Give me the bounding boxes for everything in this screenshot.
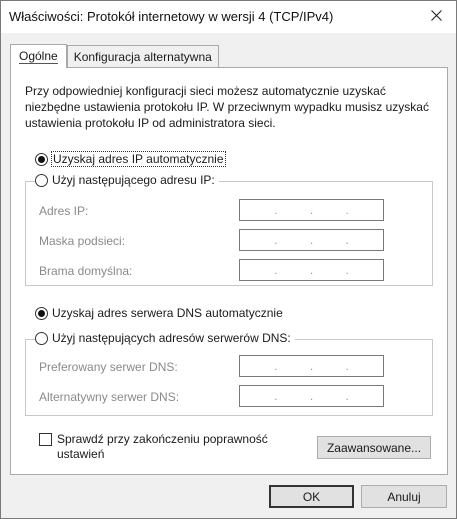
general-tab-panel: [10, 67, 448, 475]
subnet-mask-input[interactable]: . . .: [239, 229, 384, 251]
tab-general-label: Ogólne: [19, 49, 58, 63]
radio-selected-icon: [35, 307, 48, 320]
tab-alternate-configuration-label: Konfiguracja alternatywna: [73, 49, 212, 64]
intro-text: Przy odpowiedniej konfiguracji sieci możesz automatycznie uzyskać niezbędne ustawienia protokołu IP. W przeciwnym wypadku musisz uzyskać ustawienia protokołu IP od administratora sieci.: [25, 84, 429, 130]
preferred-dns-label: Preferowany serwer DNS:: [39, 360, 178, 374]
use-following-dns-label: Użyj następujących adresów serwerów DNS:: [52, 331, 291, 345]
title-bar: [1, 1, 456, 33]
default-gateway-label: Brama domyślna:: [39, 264, 133, 278]
use-following-ip-label: Użyj następującego adresu IP:: [52, 173, 215, 187]
tab-strip: [10, 43, 219, 67]
alternate-dns-label: Alternatywny serwer DNS:: [39, 390, 180, 404]
obtain-dns-auto-radio[interactable]: [35, 306, 283, 320]
validate-settings-checkbox[interactable]: [39, 432, 289, 462]
radio-unselected-icon: [35, 174, 48, 187]
use-following-ip-radio[interactable]: [35, 173, 219, 187]
tab-general[interactable]: [10, 44, 67, 68]
default-gateway-input[interactable]: . . .: [239, 259, 384, 281]
ok-button[interactable]: OK: [269, 485, 354, 508]
close-icon: [431, 10, 442, 24]
obtain-ip-auto-radio[interactable]: [35, 152, 225, 166]
subnet-mask-label: Maska podsieci:: [39, 234, 126, 248]
alternate-dns-input[interactable]: . . .: [239, 385, 384, 407]
ip-address-input[interactable]: . . .: [239, 199, 384, 221]
radio-unselected-icon: [35, 332, 48, 345]
cancel-button[interactable]: Anuluj: [361, 485, 447, 508]
ip-address-label: Adres IP:: [39, 204, 89, 218]
obtain-dns-auto-label: Uzyskaj adres serwera DNS automatycznie: [52, 306, 283, 320]
advanced-button[interactable]: Zaawansowane...: [317, 436, 431, 459]
radio-selected-icon: [35, 153, 48, 166]
checkbox-unchecked-icon: [39, 433, 52, 446]
window-title: Właściwości: Protokół internetowy w wersji 4 (TCP/IPv4): [9, 9, 334, 24]
tab-alternate-configuration[interactable]: [67, 45, 219, 67]
preferred-dns-input[interactable]: . . .: [239, 355, 384, 377]
validate-settings-label: Sprawdź przy zakończeniu poprawność ustawień: [57, 432, 268, 461]
use-following-dns-radio[interactable]: [35, 331, 295, 345]
close-button[interactable]: [416, 1, 456, 33]
obtain-ip-auto-label: Uzyskaj adres IP automatycznie: [53, 152, 224, 166]
